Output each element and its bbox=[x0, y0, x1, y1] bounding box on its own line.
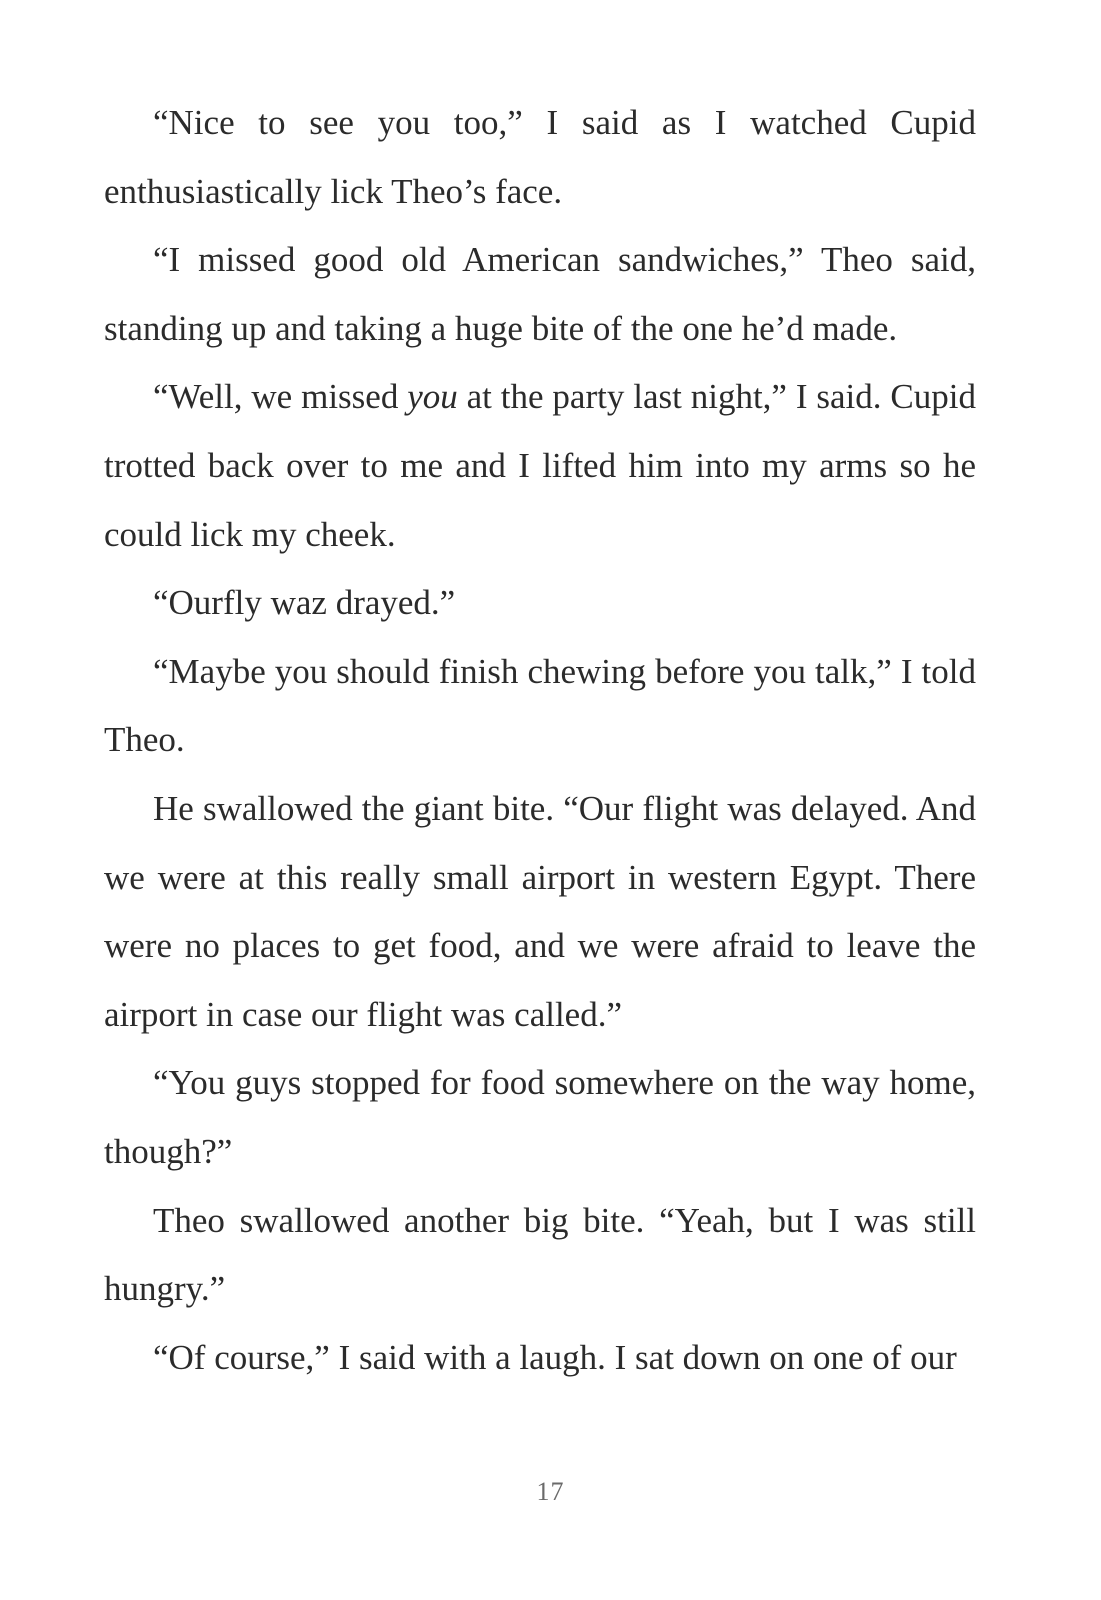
paragraph-5: “Maybe you should finish chewing before you talk,” I told Theo. bbox=[104, 651, 976, 760]
body-text bbox=[104, 89, 976, 1392]
emphasized-word: you bbox=[407, 377, 458, 417]
paragraph-3 bbox=[104, 363, 976, 569]
page-number: 17 bbox=[536, 1477, 565, 1506]
paragraph-6: He swallowed the giant bite. “Our flight was delayed. And we were at this really small airport in western Egypt. There were no places to get food, and we were afraid to leave the airport in case our flight was called.” bbox=[104, 788, 976, 1034]
paragraph-9: “Of course,” I said with a laugh. I sat down on one of our bbox=[153, 1337, 957, 1377]
paragraph-1: “Nice to see you too,” I said as I watched Cupid enthusiastically lick Theo’s face. bbox=[104, 103, 976, 211]
paragraph-3-start: “Well, we missed bbox=[153, 377, 408, 417]
paragraph-3-end: at the party last night,” I said. Cupid trotted back over to me and I lifted him into my arms so he could lick my cheek. bbox=[104, 377, 976, 554]
paragraph-8: Theo swallowed another big bite. “Yeah, but I was still hungry.” bbox=[104, 1200, 976, 1309]
paragraph-2: “I missed good old American sandwiches,” Theo said, standing up and taking a huge bite of the one he’d made. bbox=[104, 240, 976, 348]
paragraph-4: “Ourfly waz drayed.” bbox=[153, 583, 456, 623]
paragraph-7: “You guys stopped for food somewhere on the way home, though?” bbox=[104, 1063, 976, 1171]
